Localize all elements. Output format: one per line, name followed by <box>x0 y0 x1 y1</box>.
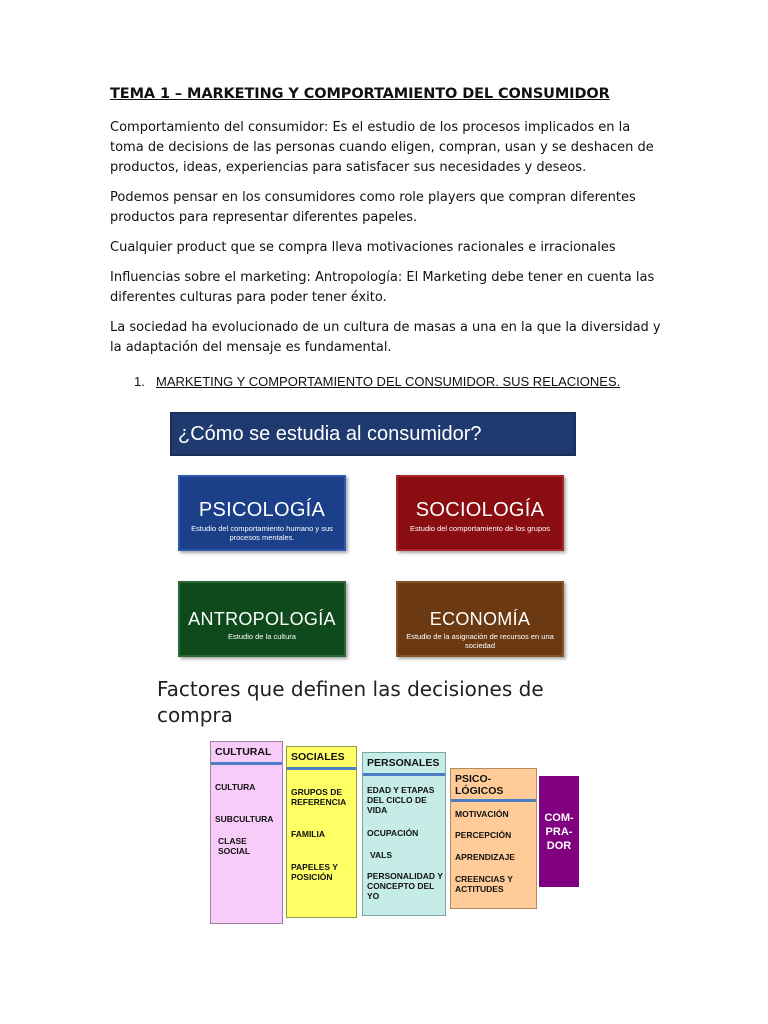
factor-item: VALS <box>370 850 393 860</box>
column-personales <box>362 752 446 916</box>
paragraph-society: La sociedad ha evolucionado de un cultura de masas a una en la que la diversidad y la adaptación del mensaje es fundamental. <box>110 320 661 355</box>
column-divider <box>211 762 282 765</box>
factor-item: FAMILIA <box>291 829 325 839</box>
factor-item: CULTURA <box>215 782 256 792</box>
list-number: 1. <box>134 374 145 389</box>
column-psicologicos <box>450 768 537 909</box>
list-item-relaciones <box>134 374 620 389</box>
factor-item: GRUPOS DE REFERENCIA <box>291 787 347 807</box>
column-cultural <box>210 741 283 924</box>
factor-item: PERSONALIDAD Y CONCEPTO DEL YO <box>367 871 443 901</box>
paragraph-influences: Influencias sobre el marketing: Antropología: El Marketing debe tener en cuenta las diferentes culturas para poder tener éxito. <box>110 270 655 305</box>
tile-economia <box>396 581 564 657</box>
factor-item: EDAD Y ETAPAS DEL CICLO DE VIDA <box>367 785 435 815</box>
tile-psicologia-sub: Estudio del comportamiento humano y sus procesos mentales. <box>191 524 333 542</box>
tile-psicologia-name: PSICOLOGÍA <box>198 499 326 521</box>
figure1-header: ¿Cómo se estudia al consumidor? <box>170 412 576 456</box>
paragraph-definition: Comportamiento del consumidor: Es el estudio de los procesos implicados en la toma de decisions de las personas cuando eligen, compran, usan y se deshacen de productos, ideas, experiencias para satisfacer sus necesidades y deseos. <box>110 120 654 175</box>
column-divider <box>363 773 445 776</box>
factor-item: OCUPACIÓN <box>367 828 419 838</box>
factor-item: APRENDIZAJE <box>455 852 515 862</box>
factor-item: SUBCULTURA <box>215 814 274 824</box>
factor-item: PAPELES Y POSICIÓN <box>291 862 338 882</box>
tile-sociologia-name: SOCIOLOGÍA <box>415 499 545 521</box>
list-text: MARKETING Y COMPORTAMIENTO DEL CONSUMIDOR. SUS RELACIONES. <box>156 374 621 389</box>
factor-item: MOTIVACIÓN <box>455 809 509 819</box>
tile-economia-name: ECONOMÍA <box>429 609 531 629</box>
column-sociales <box>286 746 357 918</box>
document-body <box>110 86 662 368</box>
paragraph-role-players: Podemos pensar en los consumidores como role players que compran diferentes productos para representar diferentes papeles. <box>110 190 636 225</box>
column-divider <box>287 767 356 770</box>
tile-antropologia-name: ANTROPOLOGÍA <box>188 609 336 629</box>
tile-antropologia-sub: Estudio de la cultura <box>228 632 296 641</box>
tile-sociologia <box>396 475 564 551</box>
factor-item: CLASE SOCIAL <box>218 836 251 856</box>
figure2-title: Factores que definen las decisiones de compra <box>157 677 544 727</box>
tile-psicologia <box>178 475 346 551</box>
paragraph-motivations: Cualquier product que se compra lleva motivaciones racionales e irracionales <box>110 240 616 255</box>
document-title: TEMA 1 – MARKETING Y COMPORTAMIENTO DEL CONSUMIDOR <box>110 86 610 102</box>
comprador-box: COM- PRA- DOR <box>539 776 579 887</box>
column-cultural-head: CULTURAL <box>215 746 272 758</box>
column-divider <box>451 799 536 802</box>
tile-economia-sub: Estudio de la asignación de recursos en una sociedad <box>406 632 554 650</box>
tile-sociologia-sub: Estudio del comportamiento de los grupos <box>409 524 551 533</box>
column-psicologicos-head: PSICO- LÓGICOS <box>455 773 504 797</box>
factor-item: PERCEPCIÓN <box>455 830 512 840</box>
column-sociales-head: SOCIALES <box>291 751 345 763</box>
column-personales-head: PERSONALES <box>367 757 440 769</box>
tile-antropologia <box>178 581 346 657</box>
factor-item: CREENCIAS Y ACTITUDES <box>455 874 513 894</box>
